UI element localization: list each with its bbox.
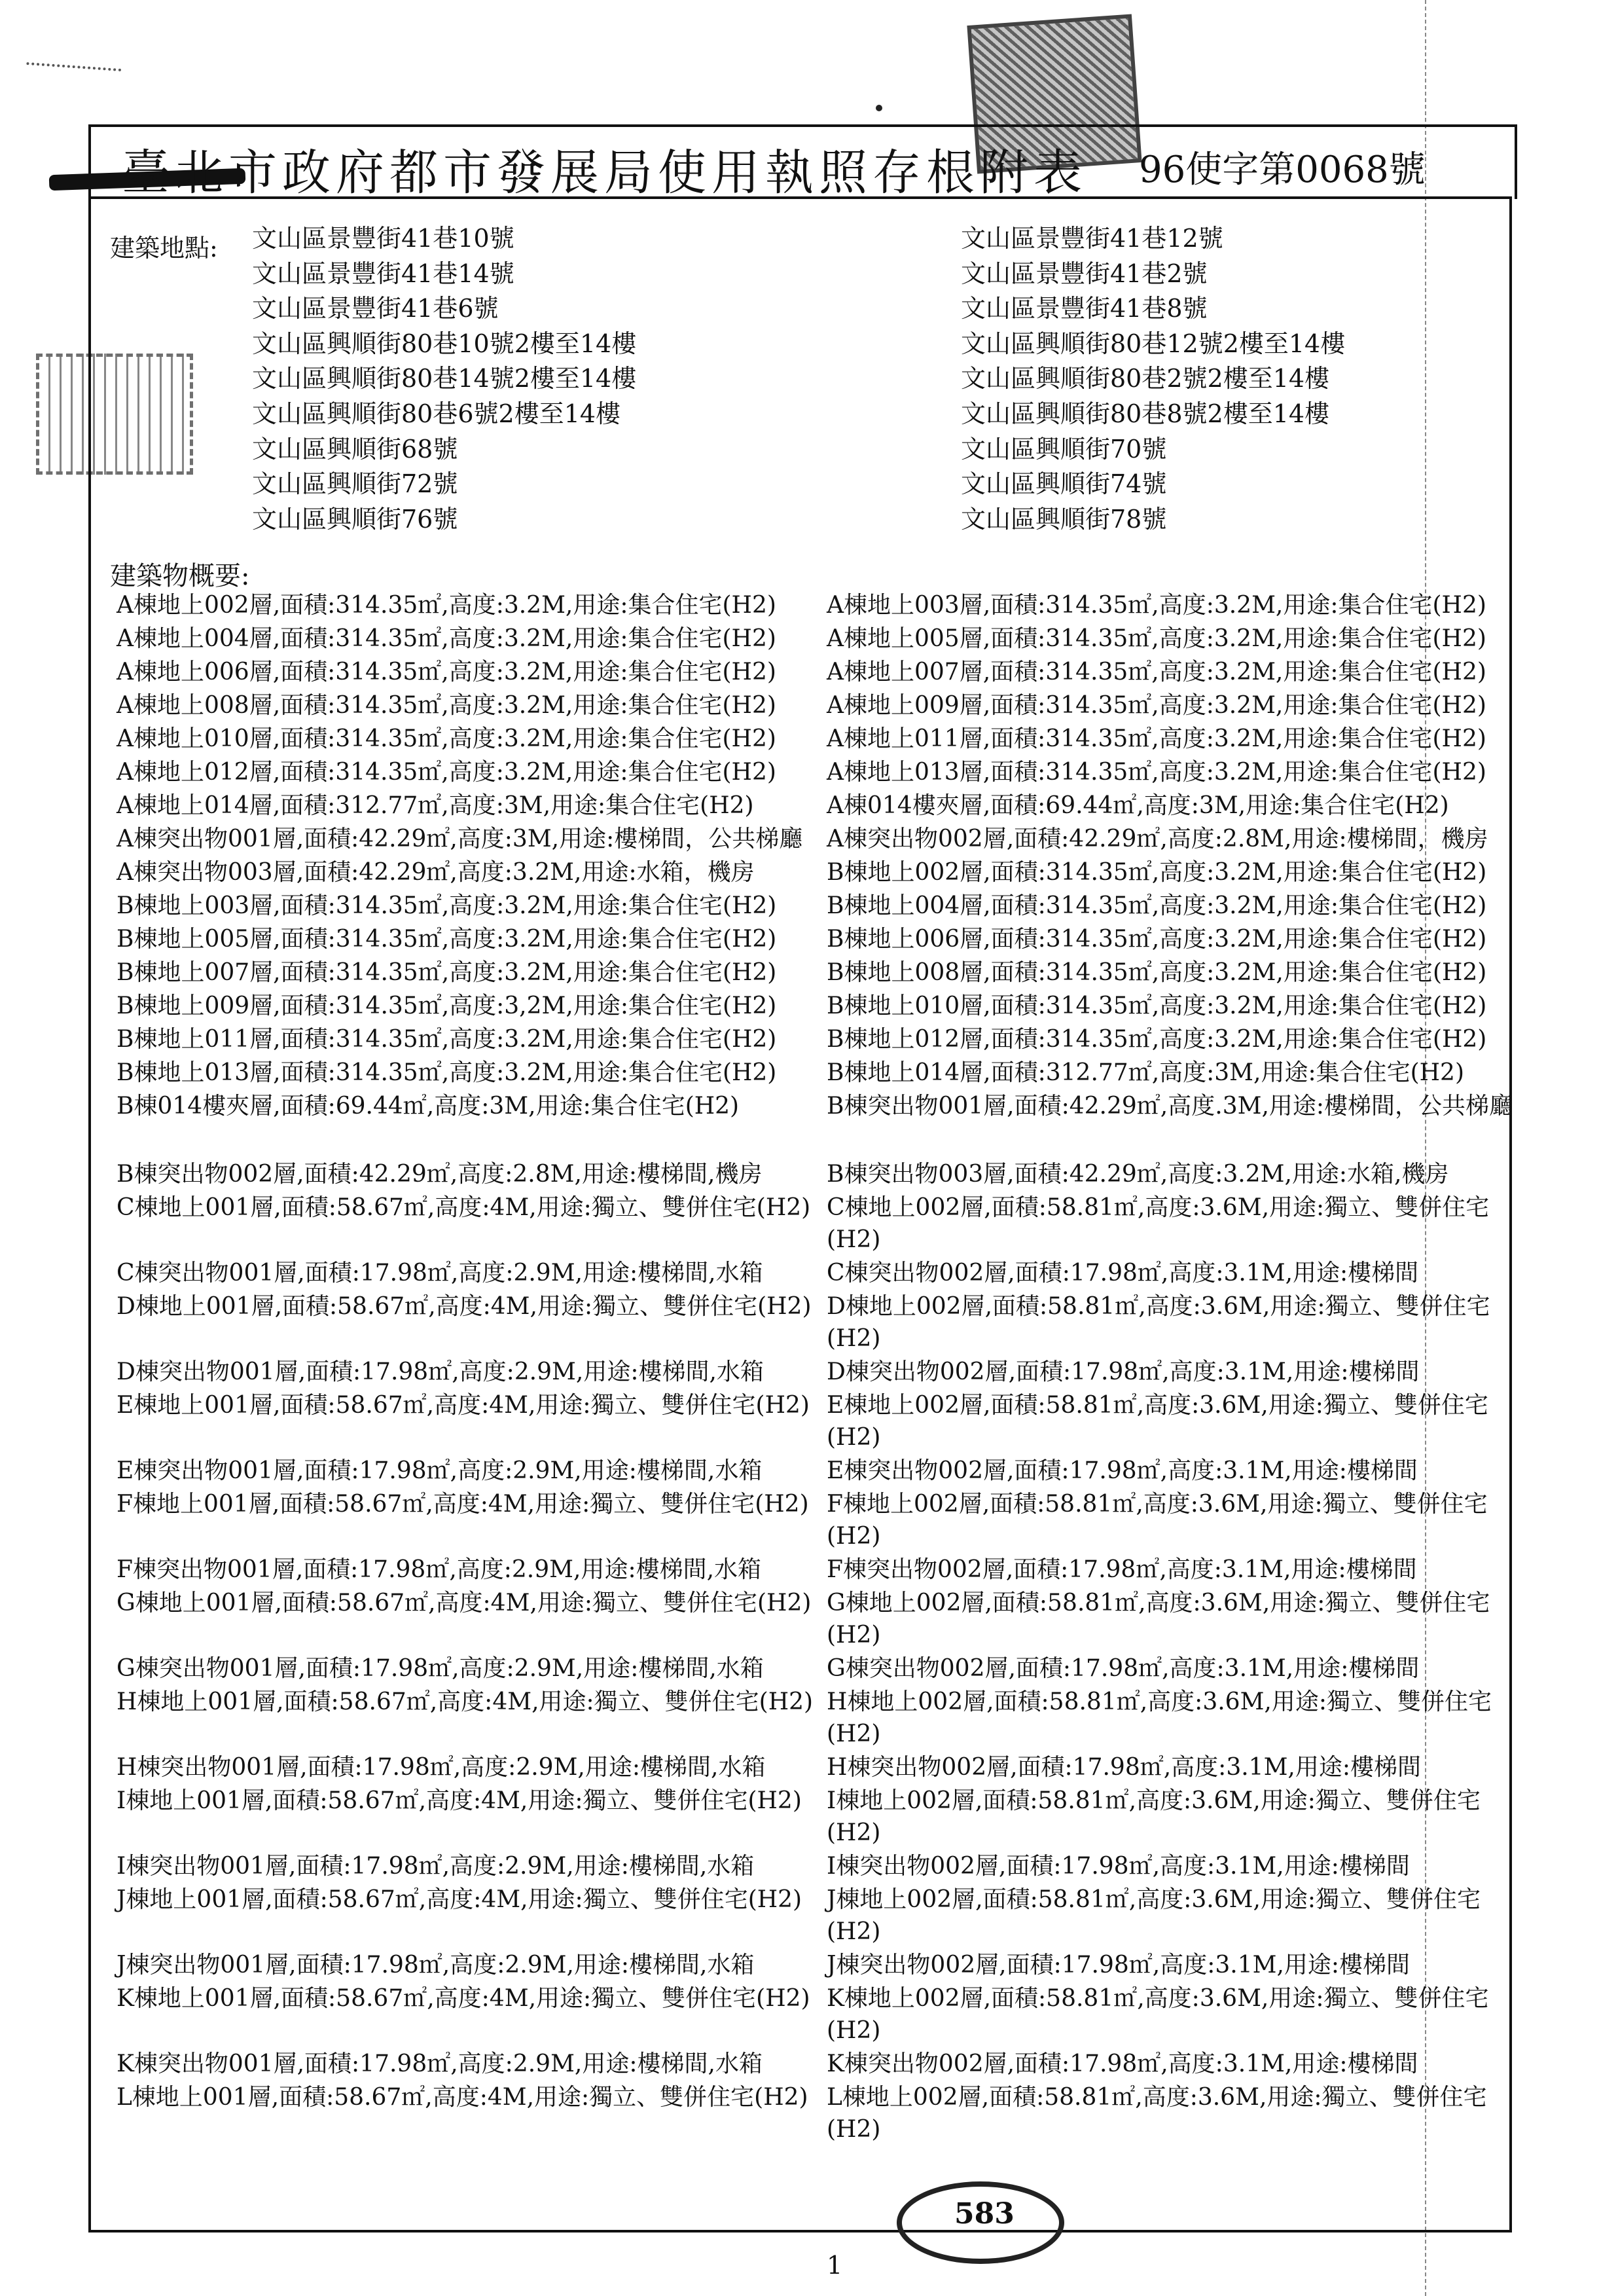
summary-entry: F棟地上001層,面積:58.67㎡,高度:4M,用途:獨立、雙併住宅(H2) — [117, 1491, 809, 1518]
location-item: 文山區景豐街41巷10號 — [252, 224, 514, 253]
summary-entry: G棟突出物002層,面積:17.98㎡,高度:3.1M,用途:樓梯間 — [827, 1655, 1420, 1682]
summary-entry: K棟突出物002層,面積:17.98㎡,高度:3.1M,用途:樓梯間 — [827, 2050, 1418, 2077]
location-item: 文山區景豐街41巷6號 — [252, 294, 499, 323]
summary-entry: A棟地上003層,面積:314.35㎡,高度:3.2M,用途:集合住宅(H2) — [827, 592, 1486, 619]
summary-entry: A棟地上006層,面積:314.35㎡,高度:3.2M,用途:集合住宅(H2) — [117, 659, 776, 685]
summary-entry: A棟地上012層,面積:314.35㎡,高度:3.2M,用途:集合住宅(H2) — [117, 759, 776, 786]
pen-mark — [26, 62, 121, 77]
summary-entry: A棟地上009層,面積:314.35㎡,高度:3.2M,用途:集合住宅(H2) — [827, 692, 1486, 719]
summary-entry: A棟014樓夾層,面積:69.44㎡,高度:3M,用途:集合住宅(H2) — [827, 792, 1449, 819]
location-item: 文山區景豐街41巷8號 — [961, 294, 1208, 323]
summary-entry: G棟地上002層,面積:58.81㎡,高度:3.6M,用途:獨立、雙併住宅(H2) — [827, 1590, 1490, 1649]
summary-entry: A棟突出物003層,面積:42.29㎡,高度:3.2M,用途:水箱，機房 — [117, 859, 755, 886]
summary-entry: A棟地上008層,面積:314.35㎡,高度:3.2M,用途:集合住宅(H2) — [117, 692, 776, 719]
summary-entry: E棟突出物002層,面積:17.98㎡,高度:3.1M,用途:樓梯間 — [827, 1457, 1418, 1484]
summary-entry: E棟地上002層,面積:58.81㎡,高度:3.6M,用途:獨立、雙併住宅(H2) — [827, 1392, 1488, 1451]
summary-entry: F棟地上002層,面積:58.81㎡,高度:3.6M,用途:獨立、雙併住宅(H2) — [827, 1491, 1488, 1550]
location-item: 文山區興順街80巷14號2樓至14樓 — [252, 364, 637, 393]
summary-entry: L棟地上002層,面積:58.81㎡,高度:3.6M,用途:獨立、雙併住宅(H2) — [827, 2084, 1487, 2143]
summary-entry: B棟地上008層,面積:314.35㎡,高度:3.2M,用途:集合住宅(H2) — [827, 959, 1487, 986]
summary-entry: F棟突出物002層,面積:17.98㎡,高度:3.1M,用途:樓梯間 — [827, 1556, 1417, 1583]
document-number: 96使字第0068號 — [1139, 149, 1426, 191]
summary-entry: B棟突出物002層,面積:42.29㎡,高度:2.8M,用途:樓梯間,機房 — [117, 1161, 763, 1188]
location-item: 文山區興順街80巷6號2樓至14樓 — [252, 399, 621, 428]
location-item: 文山區興順街80巷2號2樓至14樓 — [961, 364, 1330, 393]
summary-entry: H棟地上002層,面積:58.81㎡,高度:3.6M,用途:獨立、雙併住宅(H2) — [827, 1688, 1492, 1747]
summary-entry: B棟地上012層,面積:314.35㎡,高度:3.2M,用途:集合住宅(H2) — [827, 1026, 1487, 1053]
summary-entry: H棟突出物001層,面積:17.98㎡,高度:2.9M,用途:樓梯間,水箱 — [117, 1754, 766, 1781]
summary-entry: A棟地上002層,面積:314.35㎡,高度:3.2M,用途:集合住宅(H2) — [117, 592, 776, 619]
summary-entry: I棟突出物001層,面積:17.98㎡,高度:2.9M,用途:樓梯間,水箱 — [117, 1853, 755, 1880]
summary-entry: B棟地上013層,面積:314.35㎡,高度:3.2M,用途:集合住宅(H2) — [117, 1059, 777, 1086]
summary-entry: D棟突出物001層,面積:17.98㎡,高度:2.9M,用途:樓梯間,水箱 — [117, 1358, 764, 1385]
summary-entry: A棟地上013層,面積:314.35㎡,高度:3.2M,用途:集合住宅(H2) — [827, 759, 1486, 786]
location-item: 文山區景豐街41巷2號 — [961, 259, 1208, 288]
summary-entry: B棟地上005層,面積:314.35㎡,高度:3.2M,用途:集合住宅(H2) — [117, 926, 777, 953]
summary-entry: H棟突出物002層,面積:17.98㎡,高度:3.1M,用途:樓梯間 — [827, 1754, 1421, 1781]
summary-entry: B棟突出物003層,面積:42.29㎡,高度:3.2M,用途:水箱,機房 — [827, 1161, 1449, 1188]
summary-entry: B棟地上004層,面積:314.35㎡,高度:3.2M,用途:集合住宅(H2) — [827, 892, 1487, 919]
summary-entry: A棟地上010層,面積:314.35㎡,高度:3.2M,用途:集合住宅(H2) — [117, 725, 776, 752]
summary-entry: B棟突出物001層,面積:42.29㎡,高度.3M,用途:樓梯間，公共梯廳 — [827, 1093, 1513, 1120]
location-item: 文山區興順街70號 — [961, 434, 1167, 464]
summary-entry: C棟突出物002層,面積:17.98㎡,高度:3.1M,用途:樓梯間 — [827, 1260, 1419, 1286]
summary-entry: A棟突出物001層,面積:42.29㎡,高度:3M,用途:樓梯間，公共梯廳 — [117, 826, 803, 852]
summary-entry: D棟突出物002層,面積:17.98㎡,高度:3.1M,用途:樓梯間 — [827, 1358, 1420, 1385]
page-number: 1 — [827, 2251, 843, 2280]
building-location-label: 建築地點: — [110, 234, 218, 263]
summary-entry: B棟地上011層,面積:314.35㎡,高度:3.2M,用途:集合住宅(H2) — [117, 1026, 777, 1053]
summary-entry: J棟突出物002層,面積:17.98㎡,高度:3.1M,用途:樓梯間 — [827, 1952, 1411, 1978]
location-item: 文山區景豐街41巷14號 — [252, 259, 514, 288]
summary-entry: G棟地上001層,面積:58.67㎡,高度:4M,用途:獨立、雙併住宅(H2) — [117, 1590, 812, 1616]
summary-entry: A棟地上014層,面積:312.77㎡,高度:3M,用途:集合住宅(H2) — [117, 792, 754, 819]
location-item: 文山區興順街80巷10號2樓至14樓 — [252, 329, 637, 358]
summary-entry: A棟地上004層,面積:314.35㎡,高度:3.2M,用途:集合住宅(H2) — [117, 625, 776, 652]
summary-entry: K棟突出物001層,面積:17.98㎡,高度:2.9M,用途:樓梯間,水箱 — [117, 2050, 763, 2077]
document-title: 臺北市政府都市發展局使用執照存根附表 — [121, 145, 1087, 201]
ink-dot — [876, 105, 882, 111]
stamp-number: 583 — [954, 2197, 1015, 2231]
summary-entry: K棟地上002層,面積:58.81㎡,高度:3.6M,用途:獨立、雙併住宅(H2) — [827, 1985, 1489, 2044]
summary-entry: H棟地上001層,面積:58.67㎡,高度:4M,用途:獨立、雙併住宅(H2) — [117, 1688, 814, 1715]
summary-entry: K棟地上001層,面積:58.67㎡,高度:4M,用途:獨立、雙併住宅(H2) — [117, 1985, 810, 2012]
summary-entry: B棟地上003層,面積:314.35㎡,高度:3.2M,用途:集合住宅(H2) — [117, 892, 777, 919]
summary-entry: I棟地上002層,面積:58.81㎡,高度:3.6M,用途:獨立、雙併住宅(H2) — [827, 1787, 1481, 1846]
location-item: 文山區興順街78號 — [961, 504, 1167, 534]
summary-entry: D棟地上001層,面積:58.67㎡,高度:4M,用途:獨立、雙併住宅(H2) — [117, 1293, 812, 1320]
summary-entry: C棟地上002層,面積:58.81㎡,高度:3.6M,用途:獨立、雙併住宅(H2) — [827, 1194, 1490, 1253]
summary-entry: B棟地上007層,面積:314.35㎡,高度:3.2M,用途:集合住宅(H2) — [117, 959, 777, 986]
summary-entry: C棟地上001層,面積:58.67㎡,高度:4M,用途:獨立、雙併住宅(H2) — [117, 1194, 811, 1221]
summary-entry: B棟地上002層,面積:314.35㎡,高度:3.2M,用途:集合住宅(H2) — [827, 859, 1487, 886]
building-summary-table — [117, 589, 1530, 2147]
location-item: 文山區興順街72號 — [252, 469, 458, 499]
summary-entry: A棟地上011層,面積:314.35㎡,高度:3.2M,用途:集合住宅(H2) — [827, 725, 1486, 752]
summary-entry: L棟地上001層,面積:58.67㎡,高度:4M,用途:獨立、雙併住宅(H2) — [117, 2084, 808, 2111]
summary-entry: D棟地上002層,面積:58.81㎡,高度:3.6M,用途:獨立、雙併住宅(H2) — [827, 1293, 1490, 1352]
location-item: 文山區景豐街41巷12號 — [961, 224, 1223, 253]
summary-entry: J棟地上002層,面積:58.81㎡,高度:3.6M,用途:獨立、雙併住宅(H2) — [827, 1886, 1481, 1945]
summary-entry: F棟突出物001層,面積:17.98㎡,高度:2.9M,用途:樓梯間,水箱 — [117, 1556, 762, 1583]
summary-entry: A棟地上005層,面積:314.35㎡,高度:3.2M,用途:集合住宅(H2) — [827, 625, 1486, 652]
location-list-left — [252, 221, 636, 537]
summary-entry: E棟地上001層,面積:58.67㎡,高度:4M,用途:獨立、雙併住宅(H2) — [117, 1392, 810, 1419]
summary-entry: A棟突出物002層,面積:42.29㎡,高度:2.8M,用途:樓梯間，機房 — [827, 826, 1488, 852]
summary-entry: B棟地上014層,面積:312.77㎡,高度:3M,用途:集合住宅(H2) — [827, 1059, 1465, 1086]
summary-entry: J棟地上001層,面積:58.67㎡,高度:4M,用途:獨立、雙併住宅(H2) — [117, 1886, 802, 1913]
summary-entry: I棟地上001層,面積:58.67㎡,高度:4M,用途:獨立、雙併住宅(H2) — [117, 1787, 802, 1814]
summary-entry: E棟突出物001層,面積:17.98㎡,高度:2.9M,用途:樓梯間,水箱 — [117, 1457, 763, 1484]
summary-entry: J棟突出物001層,面積:17.98㎡,高度:2.9M,用途:樓梯間,水箱 — [117, 1952, 755, 1978]
location-item: 文山區興順街76號 — [252, 504, 458, 534]
location-item: 文山區興順街80巷12號2樓至14樓 — [961, 329, 1346, 358]
summary-entry: A棟地上007層,面積:314.35㎡,高度:3.2M,用途:集合住宅(H2) — [827, 659, 1486, 685]
building-summary-label: 建築物概要: — [110, 561, 250, 591]
location-item: 文山區興順街80巷8號2樓至14樓 — [961, 399, 1330, 428]
summary-entry: C棟突出物001層,面積:17.98㎡,高度:2.9M,用途:樓梯間,水箱 — [117, 1260, 763, 1286]
summary-entry: G棟突出物001層,面積:17.98㎡,高度:2.9M,用途:樓梯間,水箱 — [117, 1655, 764, 1682]
location-item: 文山區興順街74號 — [961, 469, 1167, 499]
summary-entry: B棟地上010層,面積:314.35㎡,高度:3.2M,用途:集合住宅(H2) — [827, 993, 1487, 1019]
summary-entry: B棟014樓夾層,面積:69.44㎡,高度:3M,用途:集合住宅(H2) — [117, 1093, 740, 1120]
bottom-stamp — [897, 2181, 1064, 2264]
summary-entry: I棟突出物002層,面積:17.98㎡,高度:3.1M,用途:樓梯間 — [827, 1853, 1410, 1880]
location-list-right — [961, 221, 1345, 537]
summary-entry: B棟地上006層,面積:314.35㎡,高度:3.2M,用途:集合住宅(H2) — [827, 926, 1487, 953]
summary-entry: B棟地上009層,面積:314.35㎡,高度:3,2M,用途:集合住宅(H2) — [117, 993, 777, 1019]
location-item: 文山區興順街68號 — [252, 434, 458, 464]
